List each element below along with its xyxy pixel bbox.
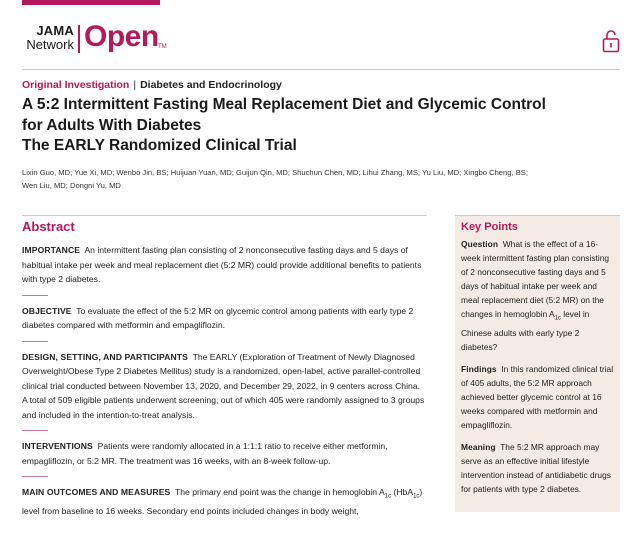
brand-accent-bar (22, 0, 160, 5)
question-text-a: What is the effect of a 16-week intermittent fasting plan consisting of 2 nonconsecutive fasting days and 5 days of habitual intake per week and meal replacement diet (5:2 MR) on the changes in hemoglobin A (461, 239, 610, 319)
outcomes-text-b: (HbA (393, 487, 414, 497)
logo-divider (78, 25, 80, 53)
outcomes-text-a: The primary end point was the change in hemoglobin A (175, 487, 385, 497)
category-separator: | (133, 79, 137, 91)
logo-network-text: Network (26, 37, 74, 52)
key-points-meaning (461, 440, 616, 496)
interventions-label: INTERVENTIONS (22, 441, 93, 451)
abstract-interventions (22, 439, 427, 468)
article-category (22, 79, 282, 91)
objective-label: OBJECTIVE (22, 305, 72, 316)
outcomes-text-c: ) level from baseline to 16 weeks. Secondary end points included changes in body weight, (22, 487, 423, 517)
article-subtitle: The EARLY Randomized Clinical Trial (22, 137, 297, 154)
key-points-body (461, 237, 616, 504)
objective-text: To evaluate the effect of the 5:2 MR on glycemic control among patients with early type 2 diabetes compared with metformin and empagliflozin. (22, 305, 414, 330)
outcomes-subscript-1: 1c (384, 493, 392, 500)
abstract-design (22, 350, 427, 423)
key-points-heading: Key Points (461, 221, 518, 233)
question-label: Question (461, 239, 499, 249)
importance-text: An intermittent fasting plan consisting of 2 nonconsecutive fasting days and 5 days of habitual intake per week and meal replacement diet (5:2 MR) could provide additional benefits to patients with type 2 diabetes. (22, 245, 422, 284)
article-type[interactable]: Original Investigation (22, 79, 130, 91)
authors-line-1[interactable]: Lixin Guo, MD; Yue Xi, MD; Wenbo Jin, BS; Huijuan Yuan, MD; Guijun Qin, MD; Shuchun Chen, MD; Lihui Zhang, MS; Yu Liu, MD; Xingbo Cheng, BS; (22, 168, 528, 177)
findings-label: Findings (461, 363, 497, 374)
key-points-box (455, 215, 620, 512)
key-points-question (461, 237, 616, 354)
open-access-lock-icon[interactable] (602, 29, 620, 53)
logo-trademark: TM (158, 44, 167, 50)
abstract-heading (22, 215, 427, 236)
abstract-heading-text: Abstract (22, 219, 75, 234)
outcomes-label: MAIN OUTCOMES AND MEASURES (22, 487, 171, 497)
outcomes-subscript-2: 1c (413, 493, 420, 500)
header-divider (22, 69, 620, 70)
abstract-importance (22, 243, 427, 287)
author-list (22, 166, 582, 192)
key-points-findings (461, 362, 616, 432)
importance-label: IMPORTANCE (22, 245, 81, 255)
authors-line-2[interactable]: Wen Liu, MD; Dongni Yu, MD (22, 181, 121, 190)
abstract-body (22, 243, 427, 536)
logo-jama-text: JAMA (36, 23, 74, 38)
article-title: A 5:2 Intermittent Fasting Meal Replacement Diet and Glycemic Control for Adults With Diabetes (22, 96, 546, 134)
abstract-objective (22, 304, 427, 333)
meaning-label: Meaning (461, 441, 496, 452)
meaning-text: The 5:2 MR approach may serve as an effective initial lifestyle intervention instead of antidiabetic drugs for patients with type 2 diabetes. (461, 441, 611, 494)
article-topic[interactable]: Diabetes and Endocrinology (140, 79, 282, 91)
question-subscript: 1c (554, 315, 561, 322)
design-text: The EARLY (Exploration of Treatment of Newly Diagnosed Overweight/Obese Type 2 Diabetes Mellitus) study is a randomized, open-label, active parallel-controlled clinical trial conducted between November 13, 2020, and December 29, 2022, in 9 centers across China. A total of 509 eligible patients underwent screening, out of which 405 were randomly assigned to 3 groups and included in the intention-to-treat analysis. (22, 351, 425, 420)
abstract-outcomes (22, 485, 427, 519)
design-label: DESIGN, SETTING, AND PARTICIPANTS (22, 351, 188, 362)
interventions-text: Patients were randomly allocated in a 1:1:1 ratio to receive either metformin, empagliflozin, or 5:2 MR. The treatment was 16 weeks, with an 8-week follow-up. (22, 441, 388, 466)
findings-text: In this randomized clinical trial of 405 adults, the 5:2 MR approach achieved better glycemic control at 16 weeks compared with metformin and empagliflozin. (461, 363, 614, 430)
question-text-b: level in Chinese adults with early type 2 diabetes? (461, 309, 590, 352)
logo-open-text: Open (84, 20, 159, 53)
